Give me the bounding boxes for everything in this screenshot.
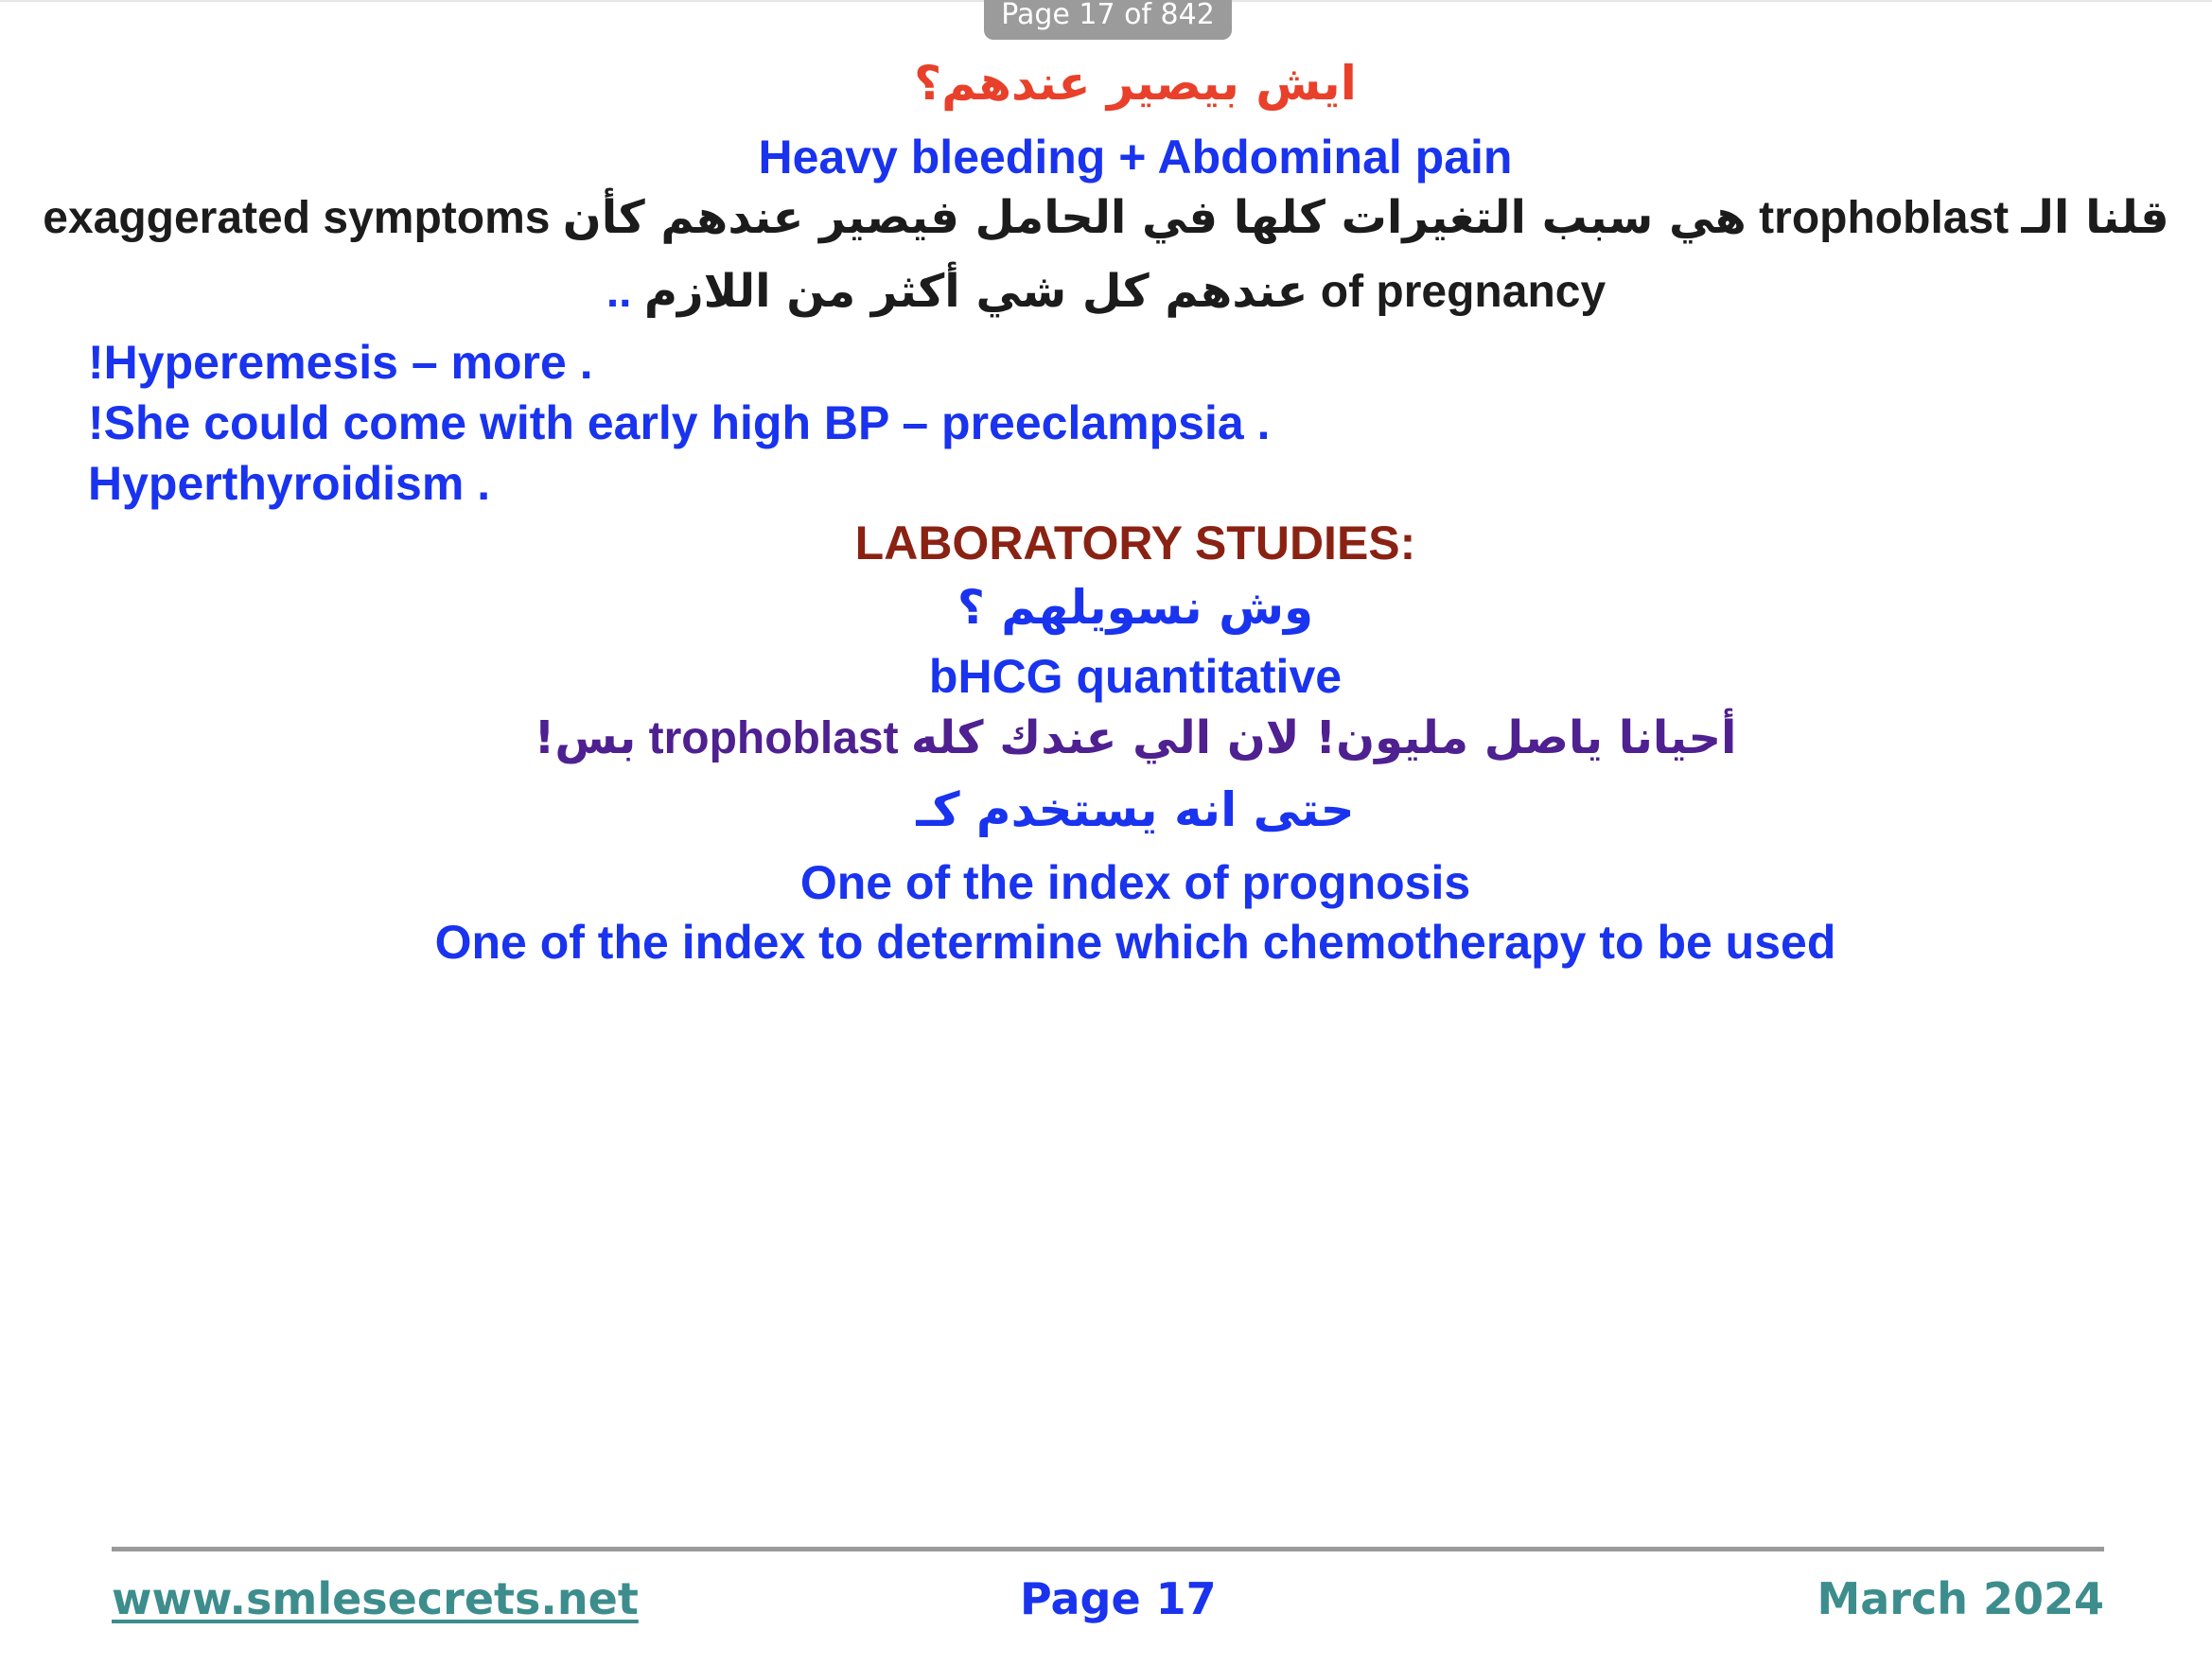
explanation-term-pregnancy: of pregnancy [1320, 267, 1606, 317]
footer-website-link[interactable]: www.smlesecrets.net [112, 1573, 639, 1624]
symptom-item: !Hyperemesis – more . [88, 336, 593, 389]
explanation-line-2 [0, 263, 2212, 321]
lab-usage-item: One of the index of prognosis [799, 856, 1471, 909]
lab-note [29, 710, 2212, 767]
symptom-item: Hyperthyroidism . [88, 457, 491, 510]
explanation-term-trophoblast: trophoblast [1759, 193, 2010, 243]
explanation-ar-start: قلنا الـ [2021, 191, 2169, 244]
lab-question: وش نسويلهم ؟ [957, 580, 1314, 635]
lab-test: bHCG quantitative [928, 650, 1343, 703]
explanation-term-symptoms: exaggerated symptoms [43, 193, 551, 243]
presentation-line: Heavy bleeding + Abdominal pain [758, 131, 1513, 184]
lab-heading: LABORATORY STUDIES: [854, 517, 1416, 570]
lab-note-term: trophoblast [648, 713, 899, 763]
question-heading: ايش بيصير عندهم؟ [914, 56, 1357, 111]
footer-date: March 2024 [1817, 1573, 2104, 1624]
lab-note-ar-end: بس! [534, 711, 637, 764]
explanation-line-1 [0, 189, 2212, 247]
lab-usage-intro: حتى انه يستخدم كـ [916, 782, 1355, 837]
explanation-ar-mid: هي سبب التغيرات كلها في الحامل فيصير عندهم كأن [562, 191, 1747, 244]
explanation-ar-end: عندهم كل شي أكثر من اللازم [643, 265, 1308, 318]
lab-note-ar-start: أحيانا ياصل مليون! لان الي عندك كله [910, 711, 1737, 764]
footer-page-number: Page 17 [1020, 1573, 1217, 1624]
page-indicator-badge: Page 17 of 842 [984, 0, 1232, 40]
footer-divider [112, 1547, 2104, 1551]
lab-usage-item: One of the index to determine which chemotherapy to be used [434, 916, 1836, 969]
symptom-item: !She could come with early high BP – preeclampsia . [88, 396, 1271, 449]
explanation-dots: .. [606, 267, 632, 317]
